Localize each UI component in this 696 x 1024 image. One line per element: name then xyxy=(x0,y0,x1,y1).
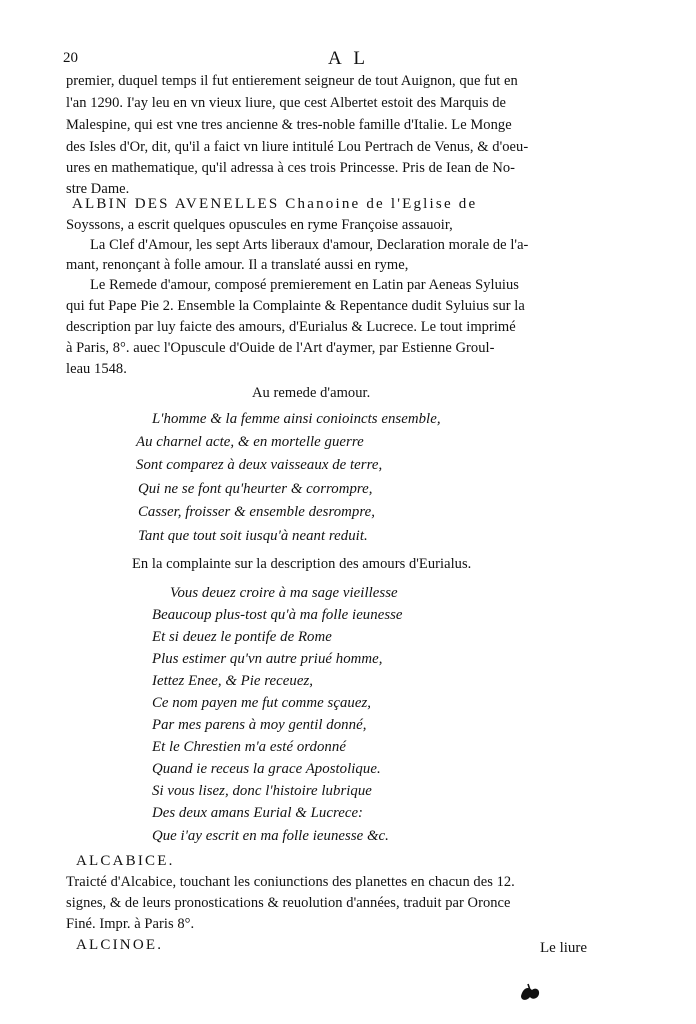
verse-line: Que i'ay escrit en ma folle ieunesse &c. xyxy=(152,828,389,844)
entry-heading-albin: ALBIN DES AVENELLES Chanoine de l'Eglise de xyxy=(72,196,478,212)
body-line: stre Dame. xyxy=(66,181,130,197)
verse-line: Beaucoup plus-tost qu'à ma folle ieunesse xyxy=(152,607,403,623)
verse-line: Iettez Enee, & Pie receuez, xyxy=(152,673,314,689)
body-line: Traicté d'Alcabice, touchant les coniunctions des planettes en chacun des 12. xyxy=(66,874,515,890)
body-line: description par luy faicte des amours, d'Eurialus & Lucrece. Le tout imprimé xyxy=(66,319,516,335)
body-line: leau 1548. xyxy=(66,361,127,377)
entry-heading-alcabice: ALCABICE. xyxy=(76,853,175,869)
body-line: mant, renonçant à folle amour. Il a translaté aussi en ryme, xyxy=(66,257,409,273)
body-line: l'an 1290. I'ay leu en vn vieux liure, que cest Albertet estoit des Marquis de xyxy=(66,95,506,111)
verse-line: Au charnel acte, & en mortelle guerre xyxy=(136,434,364,450)
body-line: à Paris, 8°. auec l'Opuscule d'Ouide de l'Art d'aymer, par Estienne Groul- xyxy=(66,340,495,356)
body-line: des Isles d'Or, dit, qu'il a faict vn liure intitulé Lou Pertrach de Venus, & d'oeu- xyxy=(66,139,529,155)
body-line: signes, & de leurs pronostications & reuolution d'années, traduit par Oronce xyxy=(66,895,511,911)
body-line: premier, duquel temps il fut entierement seigneur de tout Auignon, que fut en xyxy=(66,73,518,89)
body-line: Finé. Impr. à Paris 8°. xyxy=(66,916,195,932)
body-line: Soyssons, a escrit quelques opuscules en ryme Françoise assauoir, xyxy=(66,217,453,233)
body-line: qui fut Pape Pie 2. Ensemble la Complainte & Repentance dudit Syluius sur la xyxy=(66,298,525,314)
verse-line: Si vous lisez, donc l'histoire lubrique xyxy=(152,783,372,799)
verse-line: L'homme & la femme ainsi conioincts ensemble, xyxy=(152,411,441,427)
page-number: 20 xyxy=(63,50,78,66)
printer-flower-icon xyxy=(518,982,542,1004)
body-line: ures en mathematique, qu'il adressa à ces trois Princesse. Pris de Iean de No- xyxy=(66,160,516,176)
verse-line: Ce nom payen me fut comme sçauez, xyxy=(152,695,372,711)
verse-line: Sont comparez à deux vaisseaux de terre, xyxy=(136,457,383,473)
verse-line: Et si deuez le pontife de Rome xyxy=(152,629,332,645)
verse-line: Qui ne se font qu'heurter & corrompre, xyxy=(138,481,373,497)
verse-line: Casser, froisser & ensemble desrompre, xyxy=(138,504,375,520)
verse-line: Vous deuez croire à ma sage vieillesse xyxy=(170,585,398,601)
verse-line: Plus estimer qu'vn autre priué homme, xyxy=(152,651,383,667)
verse-line: Quand ie receus la grace Apostolique. xyxy=(152,761,381,777)
section-title-complainte: En la complainte sur la description des amours d'Eurialus. xyxy=(132,556,472,572)
section-title-remede: Au remede d'amour. xyxy=(252,385,371,401)
body-line: Malespine, qui est vne tres ancienne & tres-noble famille d'Italie. Le Monge xyxy=(66,117,512,133)
verse-line: Par mes parens à moy gentil donné, xyxy=(152,717,367,733)
verse-line: Tant que tout soit iusqu'à neant reduit. xyxy=(138,528,368,544)
body-line: Le Remede d'amour, composé premierement en Latin par Aeneas Syluius xyxy=(90,277,519,293)
catchword: Le liure xyxy=(540,940,588,956)
verse-line: Et le Chrestien m'a esté ordonné xyxy=(152,739,346,755)
running-head: A L xyxy=(328,48,370,69)
entry-heading-alcinoe: ALCINOE. xyxy=(76,937,164,953)
body-line: La Clef d'Amour, les sept Arts liberaux d'amour, Declaration morale de l'a- xyxy=(90,237,529,253)
verse-line: Des deux amans Eurial & Lucrece: xyxy=(152,805,364,821)
